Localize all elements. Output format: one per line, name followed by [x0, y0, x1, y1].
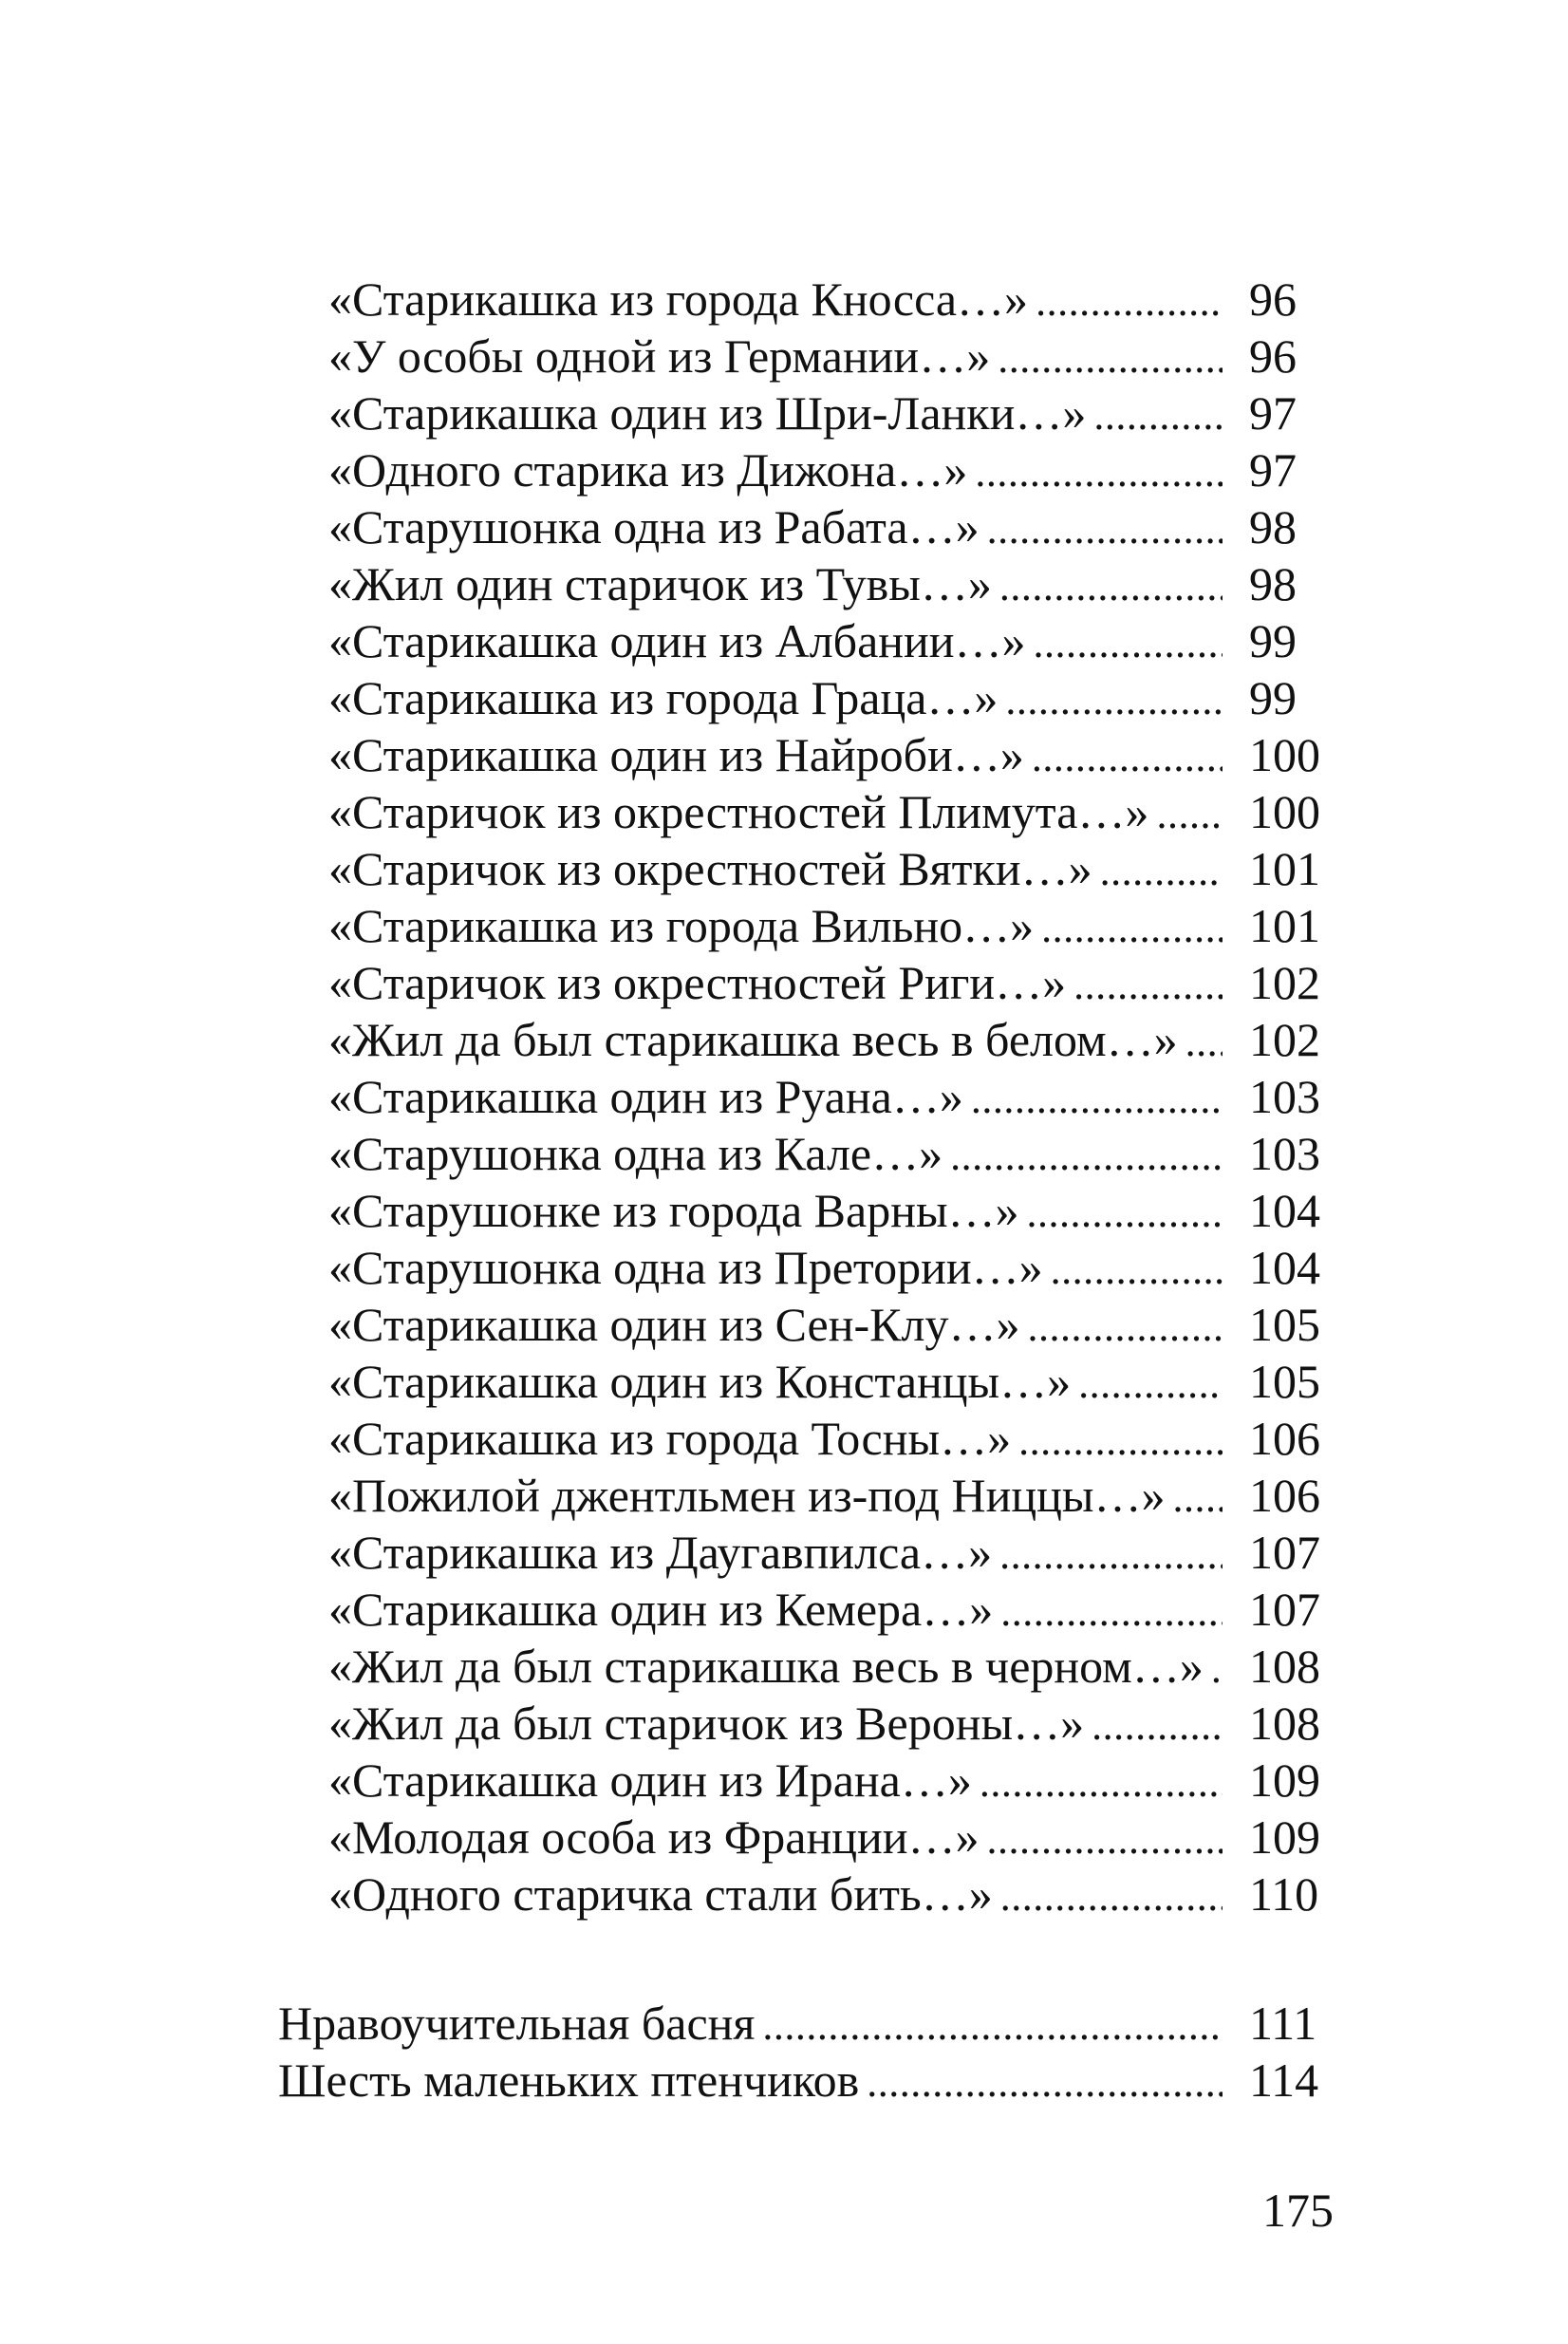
toc-entry-title: Нравоучительная басня — [278, 1997, 756, 2050]
toc-entry-page: 101 — [1249, 899, 1320, 952]
dot-leader — [1211, 1641, 1223, 1697]
toc-entry-page: 98 — [1249, 557, 1297, 610]
toc-entry-page: 106 — [1249, 1469, 1320, 1522]
dot-leader — [1156, 786, 1223, 843]
toc-entry — [328, 897, 1325, 954]
toc-entry-page: 109 — [1249, 1810, 1320, 1864]
toc-sections — [0, 1995, 1568, 2109]
toc-entry-page: 97 — [1249, 443, 1297, 497]
toc-entry-page: 111 — [1249, 1997, 1317, 2050]
toc-entry-title: «Одного старичка стали бить…» — [328, 1867, 993, 1921]
page-number: 175 — [1262, 2184, 1334, 2237]
toc-entry-title: «Старикашка один из Албании…» — [328, 614, 1026, 667]
dot-leader — [950, 1128, 1223, 1185]
toc-entry — [328, 441, 1325, 498]
toc-entry-title: «Жил да был старикашка весь в черном…» — [328, 1640, 1204, 1693]
toc-entry-title: Шесть маленьких птенчиков — [278, 2053, 860, 2107]
toc-entry — [328, 1410, 1325, 1467]
toc-entry-page: 100 — [1249, 785, 1320, 838]
toc-entry-title: «Жил один старичок из Тувы…» — [328, 557, 992, 610]
toc-entry-page: 108 — [1249, 1640, 1320, 1693]
toc-entry-title: «Пожилой джентльмен из-под Ниццы…» — [328, 1469, 1166, 1522]
dot-leader — [1073, 957, 1223, 1014]
dot-leader — [1000, 1584, 1223, 1641]
dot-leader — [762, 1997, 1223, 2054]
toc-entry — [328, 726, 1325, 783]
toc-entry — [328, 1638, 1325, 1695]
toc-entry-page: 101 — [1249, 842, 1320, 895]
toc-entry — [328, 271, 1325, 328]
toc-entry-page: 100 — [1249, 728, 1320, 781]
toc-entry-page: 103 — [1249, 1070, 1320, 1123]
toc-entry-title: «Старикашка из Даугавпилса…» — [328, 1526, 993, 1579]
toc-entry-page: 99 — [1249, 671, 1297, 724]
dot-leader — [987, 501, 1223, 558]
toc-entry-title: «Старушонка одна из Кале…» — [328, 1127, 943, 1180]
toc-entry-title: «Старикашка из города Вильно…» — [328, 899, 1035, 952]
toc-entry-title: «Старикашка один из Ирана…» — [328, 1753, 972, 1807]
toc-entry — [328, 1581, 1325, 1638]
dot-leader — [1100, 843, 1223, 900]
toc-entry-page: 110 — [1249, 1867, 1319, 1921]
toc-entry-title: «Старушонке из города Варны…» — [328, 1184, 1019, 1237]
toc-entry-page: 97 — [1249, 386, 1297, 440]
dot-leader — [1041, 900, 1223, 957]
toc-entry-title: «Старикашка один из Руана…» — [328, 1070, 963, 1123]
toc-entry-page: 107 — [1249, 1583, 1320, 1636]
toc-entries — [0, 271, 1568, 1922]
dot-leader — [971, 1071, 1223, 1128]
toc-entry-title: «У особы одной из Германии…» — [328, 329, 991, 383]
section-gap — [0, 1922, 1568, 1995]
toc-entry-page: 102 — [1249, 956, 1320, 1009]
toc-entry — [328, 384, 1325, 441]
toc-entry-page: 114 — [1249, 2053, 1319, 2107]
toc-entry-title: «Старикашка из города Кносса…» — [328, 272, 1029, 326]
dot-leader — [1032, 729, 1223, 786]
dot-leader — [1092, 1697, 1223, 1754]
toc-entry-title: «Одного старика из Дижона…» — [328, 443, 968, 497]
toc-entry-title: «Жил да был старикашка весь в белом…» — [328, 1013, 1178, 1066]
toc-entry — [328, 1296, 1325, 1353]
dot-leader — [1051, 1242, 1223, 1299]
toc-entry — [328, 954, 1325, 1011]
toc-entry-page: 96 — [1249, 272, 1297, 326]
toc-entry-title: «Старичок из окрестностей Риги…» — [328, 956, 1067, 1009]
toc-entry — [328, 1695, 1325, 1752]
toc-entry-page: 106 — [1249, 1412, 1320, 1465]
toc-entry-title: «Старичок из окрестностей Плимута…» — [328, 785, 1149, 838]
toc-entry-page: 105 — [1249, 1298, 1320, 1351]
toc-entry-page: 103 — [1249, 1127, 1320, 1180]
toc-entry — [328, 1239, 1325, 1296]
toc-entry-title: «Старикашка один из Найроби…» — [328, 728, 1024, 781]
dot-leader — [998, 330, 1223, 387]
table-of-contents — [0, 271, 1568, 2109]
dot-leader — [1173, 1470, 1223, 1527]
toc-entry-title: «Старушонка одна из Рабата…» — [328, 500, 980, 553]
toc-entry-title: «Старикашка из города Тосны…» — [328, 1412, 1012, 1465]
toc-entry-page: 99 — [1249, 614, 1297, 667]
toc-entry — [328, 1353, 1325, 1410]
dot-leader — [1093, 387, 1223, 444]
toc-entry-title: «Старушонка одна из Претории…» — [328, 1241, 1043, 1294]
dot-leader — [1034, 615, 1223, 672]
toc-entry — [328, 612, 1325, 669]
toc-entry — [328, 328, 1325, 384]
dot-leader — [999, 558, 1223, 615]
toc-entry — [328, 1752, 1325, 1809]
dot-leader — [867, 2054, 1223, 2111]
toc-entry-title: «Старикашка из города Граца…» — [328, 671, 999, 724]
toc-entry — [328, 1182, 1325, 1239]
toc-entry-page: 96 — [1249, 329, 1297, 383]
toc-entry — [278, 2052, 1325, 2109]
toc-entry — [328, 1866, 1325, 1922]
toc-entry-title: «Старикашка один из Шри-Ланки…» — [328, 386, 1087, 440]
dot-leader — [1027, 1299, 1223, 1356]
dot-leader — [980, 1754, 1223, 1811]
toc-entry-title: «Старикашка один из Кемера…» — [328, 1583, 994, 1636]
toc-entry — [328, 1809, 1325, 1866]
dot-leader — [1000, 1868, 1223, 1925]
dot-leader — [1005, 672, 1223, 729]
toc-entry-title: «Старикашка один из Сен-Клу…» — [328, 1298, 1020, 1351]
toc-entry — [278, 1995, 1325, 2052]
toc-entry — [328, 555, 1325, 612]
toc-entry-page: 104 — [1249, 1241, 1320, 1294]
toc-entry — [328, 1011, 1325, 1068]
toc-entry — [328, 498, 1325, 555]
toc-entry — [328, 783, 1325, 840]
dot-leader — [975, 444, 1223, 501]
dot-leader — [1185, 1014, 1223, 1071]
dot-leader — [1027, 1185, 1223, 1242]
toc-entry-title: «Молодая особа из Франции…» — [328, 1810, 980, 1864]
dot-leader — [987, 1811, 1223, 1868]
toc-entry-title: «Старикашка один из Констанцы…» — [328, 1355, 1072, 1408]
dot-leader — [1078, 1356, 1223, 1413]
toc-entry-page: 102 — [1249, 1013, 1320, 1066]
dot-leader — [999, 1527, 1223, 1584]
toc-entry-page: 104 — [1249, 1184, 1320, 1237]
toc-entry — [328, 840, 1325, 897]
toc-entry-title: «Жил да был старичок из Вероны…» — [328, 1697, 1085, 1750]
toc-entry-page: 108 — [1249, 1697, 1320, 1750]
dot-leader — [1036, 273, 1223, 330]
toc-entry-page: 109 — [1249, 1753, 1320, 1807]
toc-entry — [328, 669, 1325, 726]
toc-entry-title: «Старичок из окрестностей Вятки…» — [328, 842, 1092, 895]
toc-entry-page: 107 — [1249, 1526, 1320, 1579]
toc-entry-page: 105 — [1249, 1355, 1320, 1408]
toc-entry — [328, 1068, 1325, 1125]
dot-leader — [1018, 1413, 1223, 1470]
toc-entry — [328, 1524, 1325, 1581]
toc-entry-page: 98 — [1249, 500, 1297, 553]
toc-entry — [328, 1467, 1325, 1524]
toc-entry — [328, 1125, 1325, 1182]
